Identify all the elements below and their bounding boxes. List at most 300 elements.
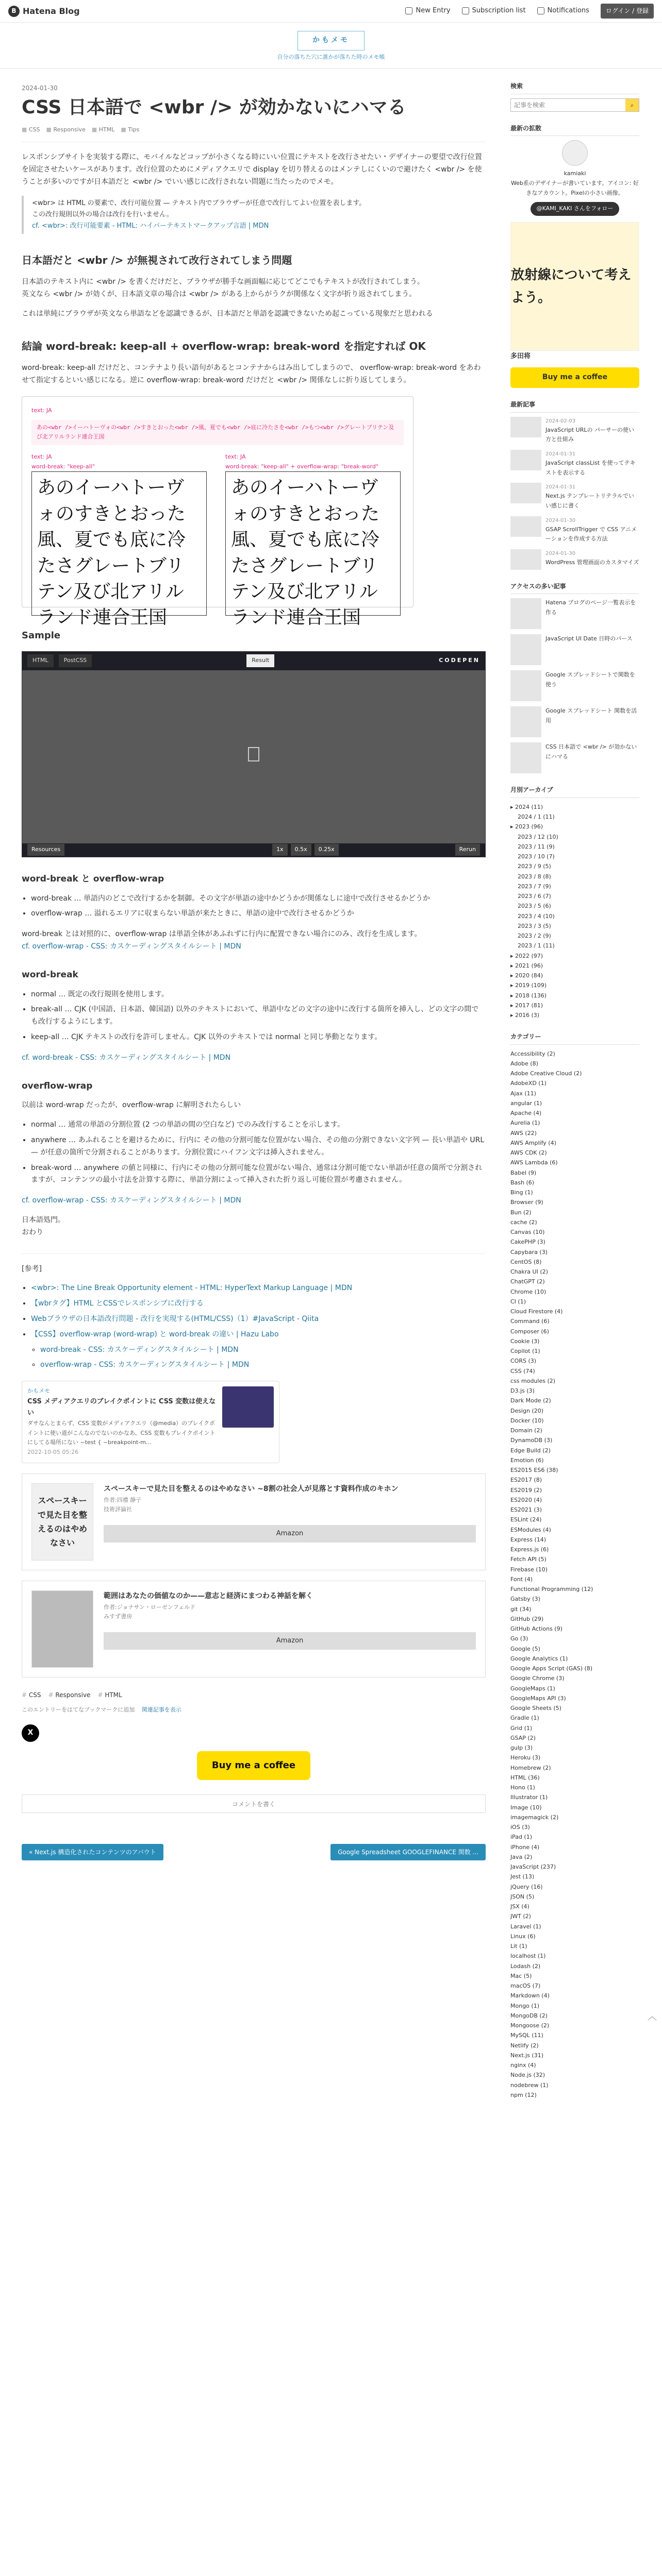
category-link[interactable]: ■ CSS — [22, 125, 40, 135]
logo-text: Hatena Blog — [23, 6, 80, 16]
category-item[interactable]: Copilot (1) — [510, 1348, 540, 1355]
blog-title[interactable]: かもメモ — [297, 31, 365, 50]
main-content — [22, 69, 486, 2100]
note-line: この改行規則以外の場合は改行を行いません。 — [32, 210, 173, 218]
list-item: • keep-all … CJK テキストの改行を許可しません。CJK 以外のテキストでは normal と同じ挙動となります。 — [31, 1031, 486, 1044]
heading-wordbreak-overflowwrap: word-break と overflow-wrap — [22, 873, 164, 884]
entry-thumbnail — [510, 516, 541, 537]
category-item[interactable]: iOS (3) — [510, 1824, 530, 1831]
book-author: 多田将 — [510, 352, 531, 361]
heading-overflow-wrap: overflow-wrap — [22, 1080, 93, 1091]
paragraph: これは単純にブラウザが英文なら単語などを認識できるが、日本語だと単語を認識できないため起こっている現象だと思われる — [22, 309, 433, 318]
word-break-values — [22, 989, 486, 1044]
codepen-resources-button[interactable]: Resources — [27, 844, 64, 856]
category-item[interactable]: Canvas (10) — [510, 1229, 545, 1236]
references — [22, 1253, 486, 1372]
mdn-word-break-link[interactable]: cf. word-break - CSS: カスケーディングスタイルシート | MDN — [22, 1053, 231, 1062]
category-item[interactable]: ChatGPT (2) — [510, 1278, 545, 1285]
category-item[interactable]: ES2015 ES6 (38) — [510, 1467, 558, 1474]
category-item[interactable]: Composer (6) — [510, 1328, 549, 1335]
popular-title[interactable]: Google スプレッドシート 関数を活用 — [545, 707, 637, 724]
hatena-blog-logo[interactable] — [8, 4, 80, 18]
reference-link[interactable]: 【CSS】overflow-wrap (word-wrap) と word-break の違い | Hazu Labo — [31, 1330, 279, 1338]
popular-entry[interactable] — [510, 706, 639, 737]
book-advertisement[interactable]: 放射線について考えよう。 — [510, 222, 639, 351]
recent-title[interactable]: GSAP ScrollTrigger で CSS アニメーションを作成する方法 — [545, 526, 637, 543]
archive-item[interactable]: ▸ 2017 (81) — [510, 1002, 543, 1009]
category-item[interactable]: GoogleMaps (1) — [510, 1685, 555, 1692]
category-item[interactable]: JWT (2) — [510, 1913, 531, 1920]
recent-entries — [510, 417, 639, 570]
category-item[interactable]: CSS (74) — [510, 1367, 535, 1375]
list-icon — [462, 7, 469, 14]
category-item[interactable]: Image (10) — [510, 1804, 542, 1811]
amazon-product-2 — [22, 1581, 486, 1677]
archive-item[interactable]: ▸ 2018 (136) — [510, 992, 547, 999]
list-item: • break-word … anywhere の値と同様に、行内にその他の分割可能な位置がない場合、通常は分割可能でない単語が任意の箇所で分割されますが、コンテンツの最小寸法を計算する際に、単語分割によって挿入された折り返し可能位置が考慮されません。 — [31, 1162, 486, 1187]
category-item[interactable]: localhost (1) — [510, 1953, 546, 1960]
popular-title[interactable]: CSS 日本語で <wbr /> が効かないにハマる — [545, 743, 637, 760]
recent-date: 2024-01-31 — [545, 451, 576, 457]
category-link[interactable]: ■ Responsive — [46, 125, 86, 135]
archive-item[interactable]: 2023 / 12 (10) — [518, 833, 558, 840]
list-item: • anywhere … あふれることを避けるために、行内に その他の分割可能な位置がない場合、その他の分割できない文字列 — 長い単語や URL — が任意の箇所で分割されることがあります。分割位置にハイフン文字は挿入されません。 — [31, 1134, 486, 1159]
profile-name[interactable]: kamiaki — [564, 170, 586, 177]
category-item[interactable]: AWS (22) — [510, 1129, 537, 1137]
recent-title[interactable]: JavaScript URLの パーサーの使い方と仕組み — [545, 426, 634, 443]
archive-item[interactable]: 2023 / 3 (5) — [518, 922, 551, 929]
reference-link[interactable]: overflow-wrap - CSS: カスケーディングスタイルシート | MDN — [40, 1361, 250, 1369]
category-item[interactable]: Hono (1) — [510, 1784, 535, 1791]
category-item[interactable]: nginx (4) — [510, 2062, 536, 2069]
list-item: • normal … 既定の改行規則を使用します。 — [31, 989, 486, 1001]
archive-item[interactable]: ▸ 2019 (109) — [510, 982, 547, 989]
recent-entry[interactable] — [510, 417, 639, 445]
category-item[interactable]: GitHub (29) — [510, 1615, 544, 1622]
archive-item[interactable]: ▸ 2023 (96) — [510, 823, 543, 831]
section-heading-conclusion: 結論 word-break: keep-all + overflow-wrap: break-word を指定すれば OK — [22, 340, 426, 353]
category-item[interactable]: Laravel (1) — [510, 1923, 541, 1930]
category-item[interactable]: Homebrew (2) — [510, 1764, 551, 1771]
category-item[interactable]: JSX (4) — [510, 1903, 529, 1910]
new-entry-label: New Entry — [416, 7, 451, 15]
category-item[interactable]: ESLint (24) — [510, 1516, 542, 1523]
category-item[interactable]: AWS Lambda (6) — [510, 1159, 558, 1166]
category-item[interactable]: Font (4) — [510, 1575, 533, 1583]
popular-title[interactable]: Hatena ブログのページ一覧表示を作る — [545, 599, 636, 616]
product-title[interactable]: 範囲はあなたの価値なのか——意志と経済にまつわる神話を解く — [104, 1591, 313, 1600]
top-bar — [0, 0, 662, 23]
tag-link[interactable]: # CSS — [22, 1690, 41, 1700]
paragraph: word-break: keep-all だけだと、コンテナより長い語句があるとコンテナからはみ出してしまうので、 overflow-wrap: break-word をあわせて指定するといい感じになる。逆に overflow-wrap: break-word だけだと <wbr /> 関係なしに折り返してしまう。 — [22, 364, 481, 385]
archive-item[interactable]: ▸ 2016 (3) — [510, 1012, 540, 1019]
category-item[interactable]: Dark Mode (2) — [510, 1397, 551, 1404]
category-item[interactable]: JSON (5) — [510, 1893, 535, 1900]
blog-description: 自分の落ちた穴に誰かが落ちた時のメモ帳 — [277, 53, 385, 60]
category-item[interactable]: Docker (10) — [510, 1417, 544, 1424]
entry-thumbnail — [510, 670, 541, 701]
category-item[interactable]: D3.js (3) — [510, 1387, 535, 1395]
search-icon[interactable]: ⌕ — [625, 99, 639, 111]
category-item[interactable]: ES2019 (2) — [510, 1486, 542, 1494]
archive-item[interactable]: 2023 / 5 (6) — [518, 903, 551, 910]
category-item[interactable]: Google Sheets (5) — [510, 1705, 561, 1712]
popular-entry[interactable] — [510, 598, 639, 629]
tag-link[interactable]: # Responsive — [48, 1690, 91, 1700]
codepen-zoom-025x[interactable]: 0.25x — [315, 844, 339, 856]
comment-button[interactable]: コメントを書く — [22, 1794, 486, 1813]
popular-title[interactable]: Google スプレッドシートで関数を使う — [545, 671, 635, 688]
archive-item[interactable]: 2023 / 4 (10) — [518, 912, 555, 920]
bell-icon — [537, 7, 544, 14]
overflow-wrap-values — [22, 1119, 486, 1187]
demo-source: あの<wbr />イーハトーヴォの<wbr />すきとおった<wbr />風、夏でも<wbr />底に冷たさを<wbr />もつ<wbr />グレートブリテン及び北アリルランド連合王国 — [31, 420, 404, 445]
list-item: • word-break … 単語内のどこで改行するかを制御。その文字が単語の途中かどうかが関係なしに途中で改行させるかどうか — [31, 893, 486, 905]
list-item: • break-all … CJK (中国語、日本語、韓国語) 以外のテキストにおいて、単語中などの文字の途中に改行する箇所を挿入し、どの文字の間でも改行するようにします。 — [31, 1004, 486, 1028]
entry-pager — [22, 1844, 486, 1860]
demo-right-caption: text: JA — [225, 453, 246, 461]
demo-left-rule: word-break: "keep-all" — [31, 463, 95, 470]
mdn-overflow-wrap-link[interactable]: cf. overflow-wrap - CSS: カスケーディングスタイルシート | MDN — [22, 1196, 241, 1205]
popular-entry[interactable] — [510, 742, 639, 773]
profile-bio: Web系のデザイナーが書いています。アイコン: 好きなアカウント。Pixelの小さい画像。 — [510, 179, 639, 196]
category-item[interactable]: Adobe (8) — [510, 1060, 538, 1067]
reference-link[interactable]: word-break - CSS: カスケーディングスタイルシート | MDN — [40, 1345, 239, 1354]
recent-date: 2024-02-03 — [545, 418, 576, 424]
reference-link[interactable]: 【wbrタグ】HTML とCSSでレスポンシブに改行する — [31, 1299, 204, 1308]
recent-title[interactable]: WordPress 管理画面のカスタマイズ — [545, 559, 639, 566]
entry-thumbnail — [510, 417, 541, 437]
entry-title[interactable]: CSS 日本語で <wbr /> が効かないにハマる — [22, 96, 406, 118]
recent-date: 2024-01-30 — [545, 551, 576, 556]
category-item[interactable]: CI (1) — [510, 1298, 526, 1305]
category-item[interactable]: Fetch API (5) — [510, 1556, 547, 1563]
category-item[interactable]: Google Analytics (1) — [510, 1655, 568, 1662]
popular-title[interactable]: JavaScript UI Date 日時のパース — [545, 635, 633, 642]
category-item[interactable]: Ajax (11) — [510, 1090, 536, 1097]
sidebar-category-heading: カテゴリー — [510, 1031, 639, 1044]
list-item: • overflow-wrap … 溢れるエリアに収まらない単語が来たときに、単語の途中で改行させるかどうか — [31, 908, 486, 920]
codepen-tab-css[interactable]: PostCSS — [59, 654, 92, 667]
reference-link[interactable]: <wbr>: The Line Break Opportunity element - HTML: HyperText Markup Language | MDN — [31, 1284, 353, 1293]
notifications-link[interactable] — [537, 5, 589, 16]
category-item[interactable]: Express (14) — [510, 1536, 547, 1543]
category-item[interactable]: Chrome (10) — [510, 1288, 547, 1295]
category-item[interactable]: Netlify (2) — [510, 2042, 539, 2049]
subscription-label: Subscription list — [472, 7, 526, 15]
category-item[interactable]: Markdown (4) — [510, 1992, 550, 1999]
recent-title[interactable]: Next.js テンプレートリテラルでいい感じに書く — [545, 493, 634, 509]
category-item[interactable]: MongoDB (2) — [510, 2012, 548, 2019]
popular-entry[interactable] — [510, 670, 639, 701]
product-author: 作者:ジョナサン・ローゼンフェルド — [104, 1603, 196, 1611]
profile — [510, 140, 639, 216]
card-desc: ダサなんとまらず、CSS 変数がメディアクエリ（@media）のブレイクポイントに使い道がこんなのでないのかなあ、CSS 変数もブレイクポイントにしてる場所にない ~test { ~breakpoint-m... — [27, 1420, 216, 1446]
section-heading-problem: 日本語だと <wbr /> が無視されて改行されてしまう問題 — [22, 254, 292, 267]
category-item[interactable]: Jest (13) — [510, 1873, 535, 1880]
category-item[interactable]: Bun (2) — [510, 1209, 532, 1216]
demo-left-caption: text: JA — [31, 453, 52, 461]
category-item[interactable]: Chakra UI (2) — [510, 1268, 548, 1276]
product-publisher: みすず書房 — [104, 1613, 133, 1620]
category-item[interactable]: Mongo (1) — [510, 2002, 539, 2009]
sample-heading: Sample — [22, 630, 61, 641]
search-input[interactable] — [511, 99, 625, 111]
category-item[interactable]: HTML (36) — [510, 1774, 540, 1781]
list-item: • normal … 通常の単語の分割位置 (2 つの単語の間の空白など) でのみ改行することを示します。 — [31, 1119, 486, 1131]
category-item[interactable]: npm (12) — [510, 2091, 537, 2098]
recent-entry[interactable] — [510, 549, 639, 570]
category-item[interactable]: Next.js (31) — [510, 2052, 543, 2059]
category-item[interactable]: GoogleMaps API (3) — [510, 1694, 566, 1702]
archive-item[interactable]: 2023 / 8 (8) — [518, 873, 551, 880]
archive-item[interactable]: ▸ 2020 (84) — [510, 972, 543, 979]
note-line: <wbr> は HTML の要素で、改行可能位置 — テキスト内でブラウザーが任意で改行してよい位置を表します。 — [32, 199, 366, 207]
category-item[interactable]: iPhone (4) — [510, 1843, 540, 1851]
hatena-b-icon: B — [8, 6, 20, 17]
entry-thumbnail — [510, 598, 541, 629]
archive-item[interactable]: 2023 / 2 (9) — [518, 933, 551, 940]
category-item[interactable]: Bing (1) — [510, 1189, 533, 1196]
category-item[interactable]: Google Chrome (3) — [510, 1675, 565, 1682]
paragraph: word-break とは対照的に、overflow-wrap は単語全体があふれずに行内に配置できない場合にのみ、改行を生成します。 — [22, 930, 422, 939]
archive-item[interactable]: 2024 / 1 (11) — [518, 814, 555, 821]
category-item[interactable]: Bash (6) — [510, 1179, 535, 1186]
popular-entry[interactable] — [510, 634, 639, 665]
recent-date: 2024-01-30 — [545, 517, 576, 523]
category-item[interactable]: imagemagick (2) — [510, 1814, 559, 1821]
category-item[interactable]: Browser (9) — [510, 1199, 543, 1206]
amazon-button[interactable]: Amazon — [104, 1525, 476, 1543]
category-item[interactable]: Command (6) — [510, 1318, 550, 1325]
amazon-product-1 — [22, 1473, 486, 1570]
share-row — [22, 1705, 486, 1715]
paragraph: 英文なら <wbr /> が効くが、日本語文章の場合は <wbr /> がある上からがうクが関係なく文字が折り返されてしまう。 — [22, 290, 417, 298]
demo-label: text: JA — [31, 407, 52, 414]
pencil-icon — [405, 7, 412, 14]
category-link[interactable]: ■ Tips — [121, 125, 139, 135]
category-item[interactable]: cache (2) — [510, 1218, 537, 1226]
book-cover[interactable] — [31, 1590, 93, 1668]
product-author: 作者:四禮 静子 — [104, 1496, 142, 1503]
category-item[interactable]: JavaScript (237) — [510, 1863, 556, 1871]
category-item[interactable]: Capybara (3) — [510, 1248, 548, 1256]
previous-entry-link[interactable]: « Next.js 構造化されたコンテンツのアバウト — [22, 1844, 163, 1860]
category-link[interactable]: ■ HTML — [92, 125, 115, 135]
archive-item[interactable]: 2023 / 10 (7) — [518, 853, 555, 860]
product-publisher: 技術評論社 — [104, 1506, 132, 1513]
property-list — [22, 893, 486, 921]
sidebar-archive-heading: 月別アーカイブ — [510, 785, 639, 798]
archive-item[interactable]: 2023 / 1 (11) — [518, 942, 555, 950]
wbr-note — [22, 196, 486, 234]
category-item[interactable]: macOS (7) — [510, 1982, 541, 1990]
archive-item[interactable]: ▸ 2024 (11) — [510, 803, 543, 810]
category-item[interactable]: Lodash (2) — [510, 1962, 541, 1970]
category-item[interactable]: Gatsby (3) — [510, 1596, 540, 1603]
category-item[interactable]: AdobeXD (1) — [510, 1080, 547, 1087]
entry-date[interactable]: 2024-01-30 — [22, 84, 58, 92]
entry-thumbnail — [510, 634, 541, 665]
demo-right-rule: word-break: "keep-all" + overflow-wrap: "break-word" — [225, 463, 378, 470]
entry-thumbnail — [510, 706, 541, 737]
entry-thumbnail — [510, 742, 541, 773]
entry-thumbnail — [510, 450, 541, 470]
demo-left-box: あのイーハトーヴォのすきとおった風、夏でも底に冷たさグレートブリテン及び北アリルランド連合王国 — [31, 471, 207, 616]
recent-date: 2024-01-31 — [545, 484, 576, 490]
codepen-logo[interactable]: CODEPEN — [439, 657, 480, 664]
heading-word-break: word-break — [22, 969, 78, 980]
new-entry-link[interactable] — [405, 5, 450, 16]
category-item[interactable]: Cloud Firestore (4) — [510, 1308, 563, 1315]
archive-item[interactable]: 2023 / 7 (9) — [518, 883, 551, 890]
paragraph: 以前は word-wrap だったが、overflow-wrap に解明されたらしい — [22, 1101, 241, 1110]
archive-item[interactable]: ▸ 2022 (97) — [510, 952, 543, 959]
category-item[interactable]: iPad (1) — [510, 1834, 532, 1841]
follow-button[interactable]: @KAMI_KAKI さんをフォロー — [531, 202, 620, 216]
amazon-button[interactable]: Amazon — [104, 1632, 476, 1650]
related-blog-card[interactable] — [22, 1381, 279, 1463]
category-item[interactable]: angular (1) — [510, 1099, 542, 1107]
x-share-icon[interactable]: X — [22, 1724, 39, 1742]
category-item[interactable]: Google (5) — [510, 1645, 540, 1652]
category-item[interactable]: Firebase (10) — [510, 1566, 548, 1573]
category-item[interactable]: ESModules (4) — [510, 1526, 551, 1533]
card-date: 2022-10-05 05:26 — [27, 1449, 79, 1456]
category-item[interactable]: ES2021 (3) — [510, 1506, 542, 1514]
demo-right-box: あのイーハトーヴォのすきとおった風、夏でも底に冷たさグレートブリテン及び北アリルランド連合王国 — [225, 471, 401, 616]
notifications-label: Notifications — [547, 7, 589, 15]
category-item[interactable]: Cookie (3) — [510, 1337, 540, 1345]
sidebar-recent-heading: 最新記事 — [510, 399, 639, 412]
sidebar-coffee-button[interactable]: Buy me a coffee — [510, 367, 639, 388]
category-item[interactable]: css modules (2) — [510, 1377, 556, 1384]
category-item[interactable]: jQuery (16) — [510, 1883, 543, 1890]
subscription-link[interactable] — [462, 5, 526, 16]
paragraph: 日本語のテキスト内に <wbr /> を書くだけだと、ブラウザが勝手な画面幅に応じてどこでもテキストが改行されてしまう。 — [22, 278, 425, 286]
codepen-embed[interactable] — [22, 651, 486, 857]
category-item[interactable]: AWS Amplify (4) — [510, 1139, 556, 1146]
category-item[interactable]: Babel (9) — [510, 1169, 537, 1176]
codepen-tab-html[interactable]: HTML — [27, 654, 54, 667]
category-item[interactable]: MySQL (11) — [510, 2032, 543, 2039]
recent-entry[interactable] — [510, 483, 639, 511]
outro-paragraph: おわり — [22, 1228, 43, 1236]
codepen-tab-result[interactable]: Result — [246, 654, 274, 667]
codepen-rerun-button[interactable]: Rerun — [455, 844, 480, 856]
search-box — [510, 98, 639, 112]
category-item[interactable]: GSAP (2) — [510, 1734, 536, 1741]
recent-title[interactable]: JavaScript classList を使ってテキストを表示する — [545, 459, 636, 476]
category-item[interactable]: Edge Build (2) — [510, 1447, 551, 1454]
codepen-zoom-1x[interactable]: 1x — [272, 844, 288, 856]
category-item[interactable]: ES2020 (4) — [510, 1496, 542, 1503]
product-title[interactable]: スペースキーで見た目を整えるのはやめなさい ~8割の社会人が見落とす資料作成のキホン — [104, 1484, 399, 1493]
category-item[interactable]: git (34) — [510, 1605, 532, 1613]
category-item[interactable]: Design (20) — [510, 1407, 544, 1414]
category-item[interactable]: Accessibility (2) — [510, 1050, 555, 1057]
entry-thumbnail — [510, 483, 541, 503]
category-item[interactable]: nodebrew (1) — [510, 2081, 549, 2089]
refs-label: [参考] — [22, 1264, 42, 1273]
book-cover[interactable]: スペースキーで見た目を整えるのはやめなさい — [31, 1483, 93, 1561]
archive-item[interactable]: 2023 / 6 (7) — [518, 893, 551, 900]
category-item[interactable]: Emotion (6) — [510, 1456, 544, 1464]
card-blog-name: かもメモ — [27, 1387, 50, 1395]
category-item[interactable]: Lit (1) — [510, 1943, 527, 1950]
category-item[interactable]: Java (2) — [510, 1853, 533, 1860]
archive-item[interactable]: 2023 / 11 (9) — [518, 843, 555, 850]
category-item[interactable]: DynamoDB (3) — [510, 1437, 553, 1444]
category-item[interactable]: Mac (5) — [510, 1972, 532, 1979]
category-item[interactable]: Gradle (1) — [510, 1715, 539, 1722]
category-item[interactable]: ES2017 (8) — [510, 1477, 542, 1484]
related-entries-link[interactable]: 関連記事を表示 — [141, 1706, 181, 1714]
blog-header — [0, 23, 662, 69]
category-item[interactable]: GitHub Actions (9) — [510, 1625, 562, 1633]
category-item[interactable]: AWS CDK (2) — [510, 1149, 547, 1157]
category-item[interactable]: Adobe Creative Cloud (2) — [510, 1070, 582, 1077]
mdn-overflow-wrap-link[interactable]: cf. overflow-wrap - CSS: カスケーディングスタイルシート | MDN — [22, 942, 241, 951]
category-item[interactable]: Express.js (6) — [510, 1546, 549, 1553]
mdn-wbr-link[interactable]: cf. <wbr>: 改行可能要素 - HTML: ハイパーテキストマークアップ言語 | MDN — [32, 222, 269, 230]
tag-link[interactable]: # HTML — [97, 1690, 122, 1700]
card-thumbnail — [222, 1386, 274, 1428]
archive-item[interactable]: 2023 / 9 (5) — [518, 863, 551, 870]
archive-list — [510, 802, 639, 1021]
category-item[interactable]: gulp (3) — [510, 1744, 533, 1752]
outro-paragraph: 日本語処門。 — [22, 1216, 65, 1225]
category-item[interactable]: Illustrator (1) — [510, 1794, 548, 1801]
recent-entry[interactable] — [510, 516, 639, 544]
intro-paragraph: レスポンシブサイトを実装する際に、モバイルなどコップが小さくなる時にいい位置にテキストを改行させたい・デザイナーの要望で改行位置を固定させたいケースがあります。改行位置のためにメディアクエリで display を切り替えるのはメンテしにくいので避けたく <wbr /> を使うことが多いのですが日本語だと <wbr /> でいい感じに改行されない問題に当たったのでメモ。 — [22, 153, 482, 186]
reference-link[interactable]: Webブラウザの日本語改行問題 - 改行を実現する(HTML/CSS)（1）#JavaScript - Qiita — [31, 1315, 319, 1324]
category-item[interactable]: Aurelia (1) — [510, 1120, 540, 1127]
category-item[interactable]: CentOS (8) — [510, 1258, 542, 1265]
category-item[interactable]: Apache (4) — [510, 1110, 542, 1117]
entry-categories — [22, 125, 486, 143]
recent-entry[interactable] — [510, 450, 639, 478]
category-item[interactable]: Google Apps Script (GAS) (8) — [510, 1665, 593, 1672]
card-title[interactable]: CSS メディアクエリのブレイクポイントに CSS 変数は使えない — [27, 1397, 216, 1417]
avatar[interactable] — [562, 140, 588, 166]
category-item[interactable]: Node.js (32) — [510, 2072, 545, 2079]
category-list — [510, 1049, 639, 2100]
buy-me-a-coffee-button[interactable]: Buy me a coffee — [197, 1751, 310, 1780]
category-item[interactable]: Heroku (3) — [510, 1754, 541, 1761]
category-item[interactable]: Grid (1) — [510, 1724, 533, 1732]
codepen-zoom-05x[interactable]: 0.5x — [291, 844, 311, 856]
file-icon — [248, 747, 259, 761]
category-item[interactable]: Functional Programming (12) — [510, 1586, 593, 1593]
archive-item[interactable]: ▸ 2021 (96) — [510, 962, 543, 969]
hatena-bookmark-button[interactable]: このエントリーをはてなブックマークに追加 — [22, 1706, 135, 1714]
signup-button[interactable]: ログイン / 登録 — [601, 4, 654, 18]
category-item[interactable]: CORS (3) — [510, 1358, 537, 1365]
category-item[interactable]: Linux (6) — [510, 1933, 536, 1940]
back-to-top-icon[interactable]: ︿ — [648, 2011, 657, 2022]
sidebar-search-heading: 検索 — [510, 81, 639, 94]
category-item[interactable]: Go (3) — [510, 1635, 528, 1642]
category-item[interactable]: CakePHP (3) — [510, 1239, 545, 1246]
demo-screenshot — [22, 396, 413, 629]
category-item[interactable]: Mongoose (2) — [510, 2022, 550, 2029]
popular-entries — [510, 598, 639, 773]
category-item[interactable]: Domain (2) — [510, 1427, 542, 1434]
sidebar-profile-heading: 最新の拡散 — [510, 123, 639, 136]
next-entry-link[interactable]: Google Spreadsheet GOOGLEFINANCE 関数 ... — [330, 1844, 486, 1860]
entry-tags — [22, 1690, 486, 1700]
